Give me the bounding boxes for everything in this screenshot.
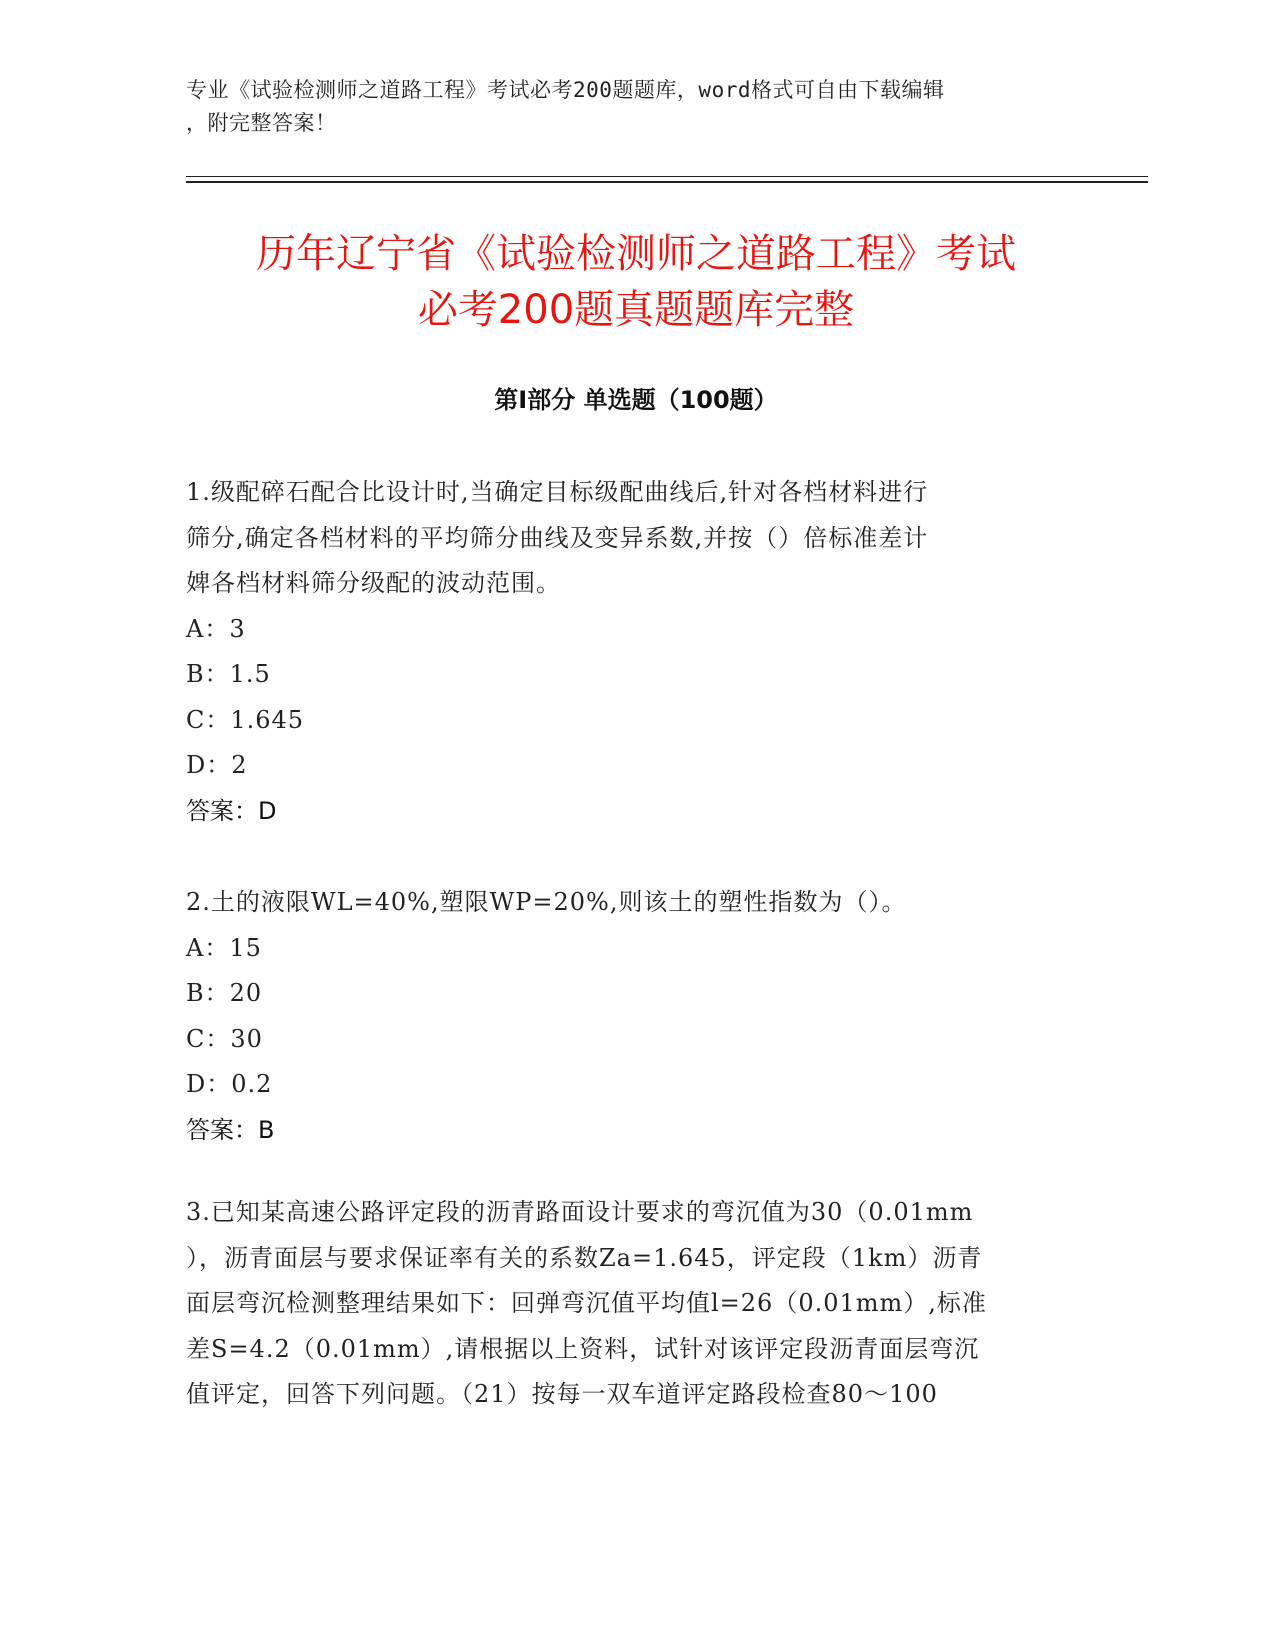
option-d: D：2: [186, 751, 248, 779]
answer-line: 答案：B: [186, 1115, 275, 1144]
question-3: [186, 1190, 1076, 1418]
header-note: [186, 74, 1066, 140]
question-2: [186, 880, 1076, 1153]
question-stem-line: 婢各档材料筛分级配的波动范围。: [186, 569, 561, 597]
option-a: A：15: [186, 933, 262, 962]
question-stem-line: 筛分,确定各档材料的平均筛分曲线及变异系数,并按（）倍标准差计: [186, 523, 929, 552]
option-c: C：30: [186, 1024, 263, 1053]
question-stem-line: 3.已知某高速公路评定段的沥青路面设计要求的弯沉值为30（0.01mm: [186, 1198, 974, 1226]
section-title: 第I部分 单选题（100题）: [494, 386, 778, 414]
option-b: B：20: [186, 979, 263, 1007]
option-d: D：0.2: [186, 1070, 273, 1098]
header-divider-thin: [186, 176, 1148, 177]
question-1: [186, 470, 1076, 834]
question-stem-line: 值评定，回答下列问题。（21）按每一双车道评定路段检查80～100: [186, 1380, 938, 1408]
header-note-line-2: ，附完整答案！: [186, 111, 337, 135]
option-b: B：1.5: [186, 660, 271, 688]
answer-line: 答案：D: [186, 796, 277, 825]
question-stem-line: 1.级配碎石配合比设计时,当确定目标级配曲线后,针对各档材料进行: [186, 478, 929, 506]
header-note-line-1: 专业《试验检测师之道路工程》考试必考200题题库，word格式可自由下载编辑: [186, 78, 945, 102]
question-stem-line: 差S=4.2（0.01mm）,请根据以上资料，试针对该评定段沥青面层弯沉: [186, 1334, 980, 1363]
option-c: C：1.645: [186, 705, 305, 734]
document-title-line-1: 历年辽宁省《试验检测师之道路工程》考试: [256, 231, 1016, 277]
header-divider-thick: [186, 181, 1148, 183]
question-stem-line: 2.土的液限WL=40%,塑限WP=20%,则该土的塑性指数为（）。: [186, 888, 907, 916]
document-title: [186, 226, 1086, 338]
option-a: A：3: [186, 614, 246, 643]
question-stem-line: ），沥青面层与要求保证率有关的系数Za=1.645，评定段（1km）沥青: [186, 1243, 983, 1272]
question-stem-line: 面层弯沉检测整理结果如下：回弹弯沉值平均值l=26（0.01mm）,标准: [186, 1289, 987, 1317]
document-title-line-2: 必考200题真题题库完整: [417, 287, 855, 333]
